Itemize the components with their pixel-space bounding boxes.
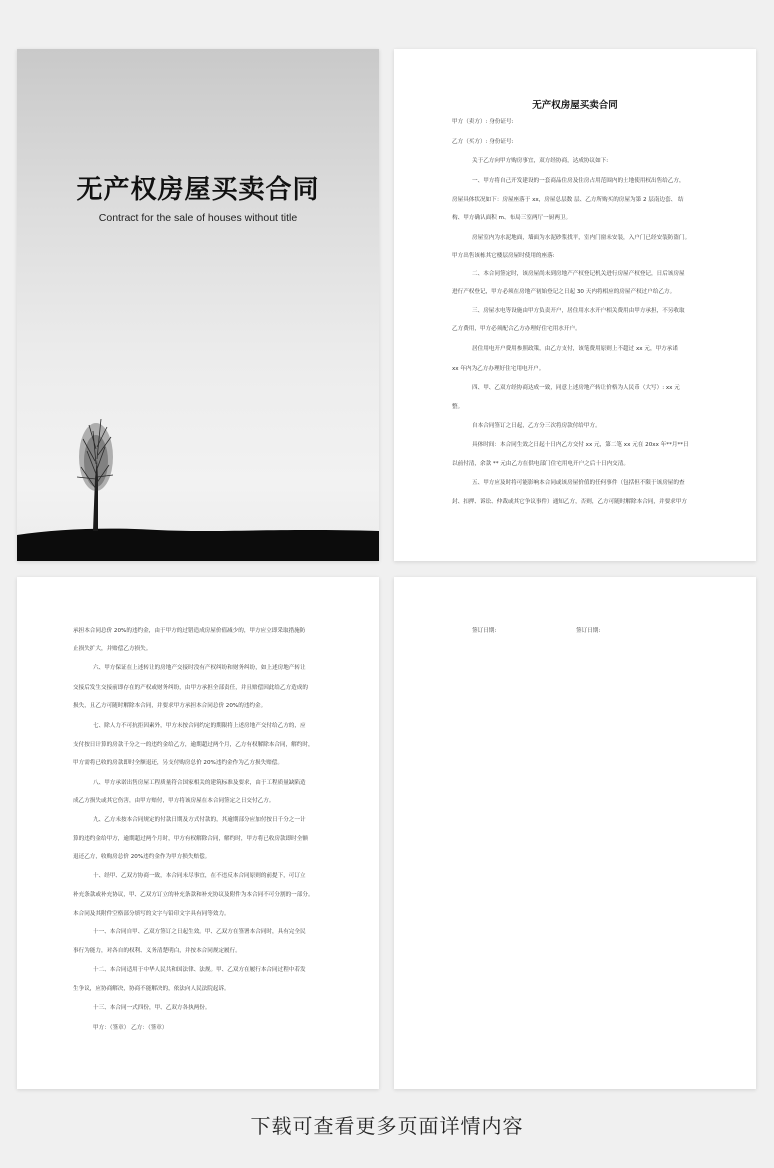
- contract-line: 生争议，应协商解决，协商不能解决的，依法向人民法院起诉。: [73, 986, 230, 992]
- contract-line: 整。: [452, 404, 464, 410]
- contract-line: 本合同及其附件空格部分填写的文字与铅印文字具有同等效力。: [73, 911, 230, 917]
- cover-title: 无产权房屋买卖合同: [76, 175, 320, 205]
- contract-line: 以前付清，余款 ** 元由乙方在供电部门住宅用电开户之后十日内交清。: [452, 461, 629, 467]
- contract-line: 甲方（卖方）: 身份证号:: [452, 119, 514, 125]
- contract-line: 自本合同签订之日起，乙方分三次将房款付给甲方。: [472, 423, 601, 429]
- cover-page: [17, 49, 379, 561]
- contract-line: 交接后发生交接前即存在的产权或财务纠纷，由甲方承担全部责任，并且赔偿因此给乙方造成的: [73, 685, 308, 691]
- contract-line: 十三、本合同一式四份，甲、乙双方各执两份。: [93, 1005, 211, 1011]
- footer-note: 下载可查看更多页面详情内容: [250, 1114, 524, 1138]
- contract-line: 九、乙方未按本合同规定的付款日期及方式付款的，其逾期部分应加付按日千分之一计: [93, 817, 306, 823]
- contract-line: xx 年内为乙方办理好住宅用电开户。: [452, 366, 545, 372]
- contract-line: 事行为能力，对各自的权利、义务清楚明白，并按本合同规定履行。: [73, 948, 241, 954]
- contract-line: 十、经甲、乙双方协商一致，本合同未尽事宜，在不违反本合同原则的前提下，可订立: [93, 873, 306, 879]
- contract-line: 二、本合同签定时，该房屋尚未到房地产产权登记机关进行房屋产权登记，日后该房屋: [472, 271, 685, 277]
- contract-line: 具体时间：本合同生效之日起十日内乙方交付 xx 元，第二笔 xx 元在 20xx 年**月**日: [472, 442, 689, 448]
- contract-line: 房屋室内为水泥地面，墙面为水泥砂浆找平，室内门窗未安装，入户门已经安装防盗门。: [472, 235, 691, 241]
- contract-line: 六、甲方保证在上述转让的房地产交接时没有产权纠纷和财务纠纷，如上述房地产转让: [93, 665, 306, 671]
- contract-line: 甲方需将已收的房款即时全额退还，另支付购房总价 20%违约金作为乙方损失赔偿。: [73, 760, 283, 766]
- contract-line: 十一、本合同自甲、乙双方签订之日起生效。甲、乙双方在签署本合同时，具有完全民: [93, 929, 306, 935]
- contract-page-3: [394, 577, 756, 1089]
- contract-line: 关于乙方向甲方购房事宜，双方经协商，达成协议如下:: [472, 158, 609, 164]
- contract-line: 乙方费用，甲方必须配合乙方办理好住宅用水开户。: [452, 326, 581, 332]
- contract-line: 止损失扩大，并赔偿乙方损失。: [73, 646, 152, 652]
- contract-line: 居住用电开户费用参照政策，由乙方支付，该笔费用原则上不超过 xx 元，甲方承诺: [472, 346, 678, 352]
- contract-line: 房屋具体状况如下：房屋座落于 xx，房屋总层数 层、乙方所购买的房屋为第 2 层南边套、 结: [452, 197, 684, 203]
- contract-page-1: [394, 49, 756, 561]
- tree-silhouette-image: [17, 389, 379, 561]
- contract-line: 甲方：（签章） 乙方：（签章）: [93, 1025, 168, 1031]
- contract-page-2: [17, 577, 379, 1089]
- contract-line: 五、甲方应及时将可能影响本合同或该房屋价值的任何事件（包括但不限于该房屋的查: [472, 480, 685, 486]
- contract-line: 四、甲、乙双方经协商达成一致，同意上述房地产转让价格为人民币（大写）: xx 元: [472, 385, 680, 391]
- cover-subtitle: Contract for the sale of houses without title: [98, 212, 298, 224]
- contract-line: 乙方（买方）: 身份证号:: [452, 139, 514, 145]
- sign-date-label-a: 签订日期:: [472, 628, 497, 634]
- contract-line: 八、甲方承诺出售房屋工程质量符合国家相关的建筑标准及要求，由于工程质量缺陷造: [93, 780, 306, 786]
- contract-line: 进行产权登记，甲方必须在房地产初始登记之日起 30 天内将相应的房屋产权过户给乙方。: [452, 289, 676, 295]
- contract-line: 七、除人力不可抗拒因素外，甲方未按合同约定的期限将上述房地产交付给乙方的，应: [93, 723, 306, 729]
- contract-line: 成乙方损失或其它伤害，由甲方赔付，甲方将该房屋在本合同签定之日交付乙方。: [73, 798, 275, 804]
- contract-line: 承担本合同总价 20%的违约金，由于甲方的过错造成房屋价值减少的，甲方应立即采取措施防: [73, 628, 306, 634]
- contract-line: 损失，且乙方可随时解除本合同，并要求甲方承担本合同总价 20%的违约金。: [73, 703, 267, 709]
- contract-line: 构、甲方确认面积 m、布局三室两厅一厨两卫。: [452, 215, 572, 221]
- contract-line: 封、扣押、诉讼、仲裁或其它争议事件）通知乙方，否则，乙方可随时解除本合同，并要求甲方: [452, 499, 687, 505]
- contract-line: 补充条款或补充协议，甲、乙双方订立的补充条款和补充协议及附件为本合同不可分割的一部分。: [73, 892, 314, 898]
- contract-line: 三、房屋水电等设施由甲方负责开户，居住用水水开户相关费用由甲方承担，不另收取: [472, 308, 685, 314]
- document-title: 无产权房屋买卖合同: [532, 100, 618, 111]
- contract-line: 一、甲方将自己开发建设的一套商品住房及住房占用范围内的土地使用权出售给乙方，: [472, 178, 685, 184]
- contract-line: 甲方出售该栋其它楼层房屋时使用的座落:: [452, 253, 555, 259]
- contract-line: 支付按日计算的房款千分之一的违约金给乙方，逾期超过两个月，乙方有权解除本合同，解约时，: [73, 742, 314, 748]
- sign-date-label-b: 签订日期:: [576, 628, 601, 634]
- contract-line: 十二、本合同适用于中华人民共和国法律、法规。甲、乙双方在履行本合同过程中若发: [93, 967, 306, 973]
- contract-line: 算的违约金给甲方，逾期超过两个月时，甲方有权解除合同，解约时，甲方将已收房款即时全额: [73, 836, 308, 842]
- contract-line: 退还乙方，收购房总价 20%违约金作为甲方损失赔偿。: [73, 854, 211, 860]
